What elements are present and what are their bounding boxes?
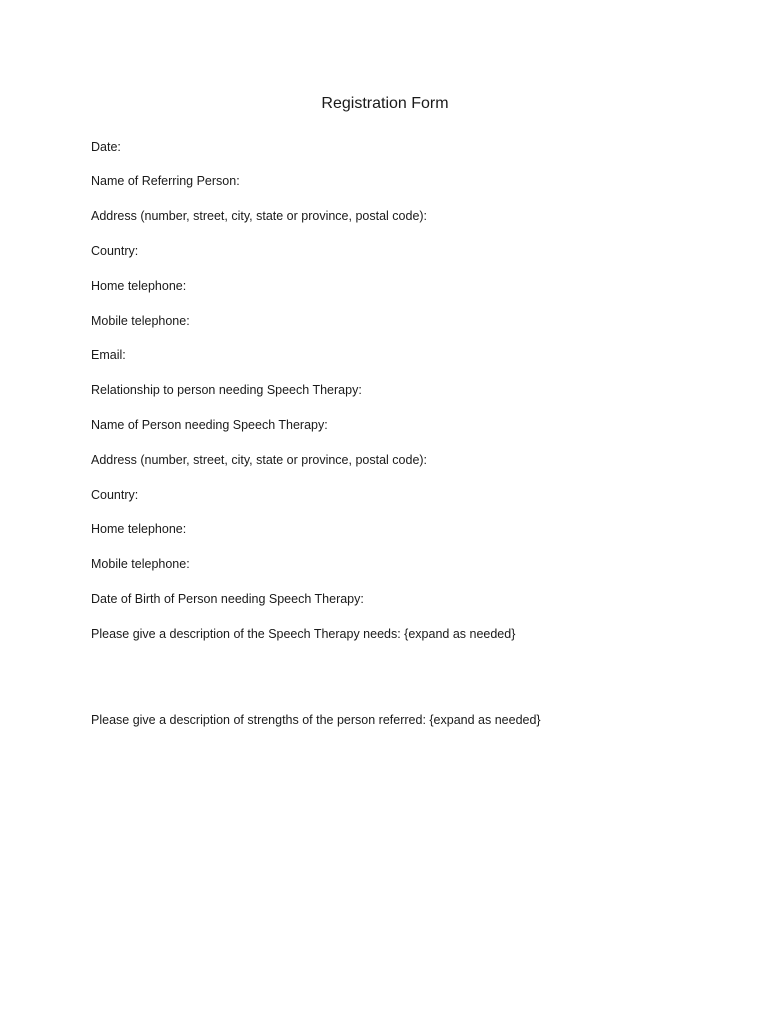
form-title: Registration Form — [321, 95, 449, 112]
field-referring-person-name: Name of Referring Person: — [91, 174, 240, 188]
field-client-mobile-telephone: Mobile telephone: — [91, 557, 190, 571]
field-referrer-email: Email: — [91, 348, 126, 362]
field-strengths-description: Please give a description of strengths of the person referred: {expand as needed} — [91, 713, 541, 727]
field-referrer-country: Country: — [91, 244, 139, 258]
field-client-home-telephone: Home telephone: — [91, 522, 187, 536]
field-client-date-of-birth: Date of Birth of Person needing Speech Therapy: — [91, 592, 364, 606]
field-relationship: Relationship to person needing Speech Therapy: — [91, 383, 362, 397]
field-referrer-address: Address (number, street, city, state or province, postal code): — [91, 209, 428, 223]
field-date: Date: — [91, 140, 121, 154]
field-client-name: Name of Person needing Speech Therapy: — [91, 418, 328, 432]
field-client-address: Address (number, street, city, state or province, postal code): — [91, 453, 428, 467]
field-client-country: Country: — [91, 488, 139, 502]
field-referrer-home-telephone: Home telephone: — [91, 279, 187, 293]
field-therapy-needs-description: Please give a description of the Speech Therapy needs: {expand as needed} — [91, 627, 516, 641]
field-referrer-mobile-telephone: Mobile telephone: — [91, 314, 190, 328]
